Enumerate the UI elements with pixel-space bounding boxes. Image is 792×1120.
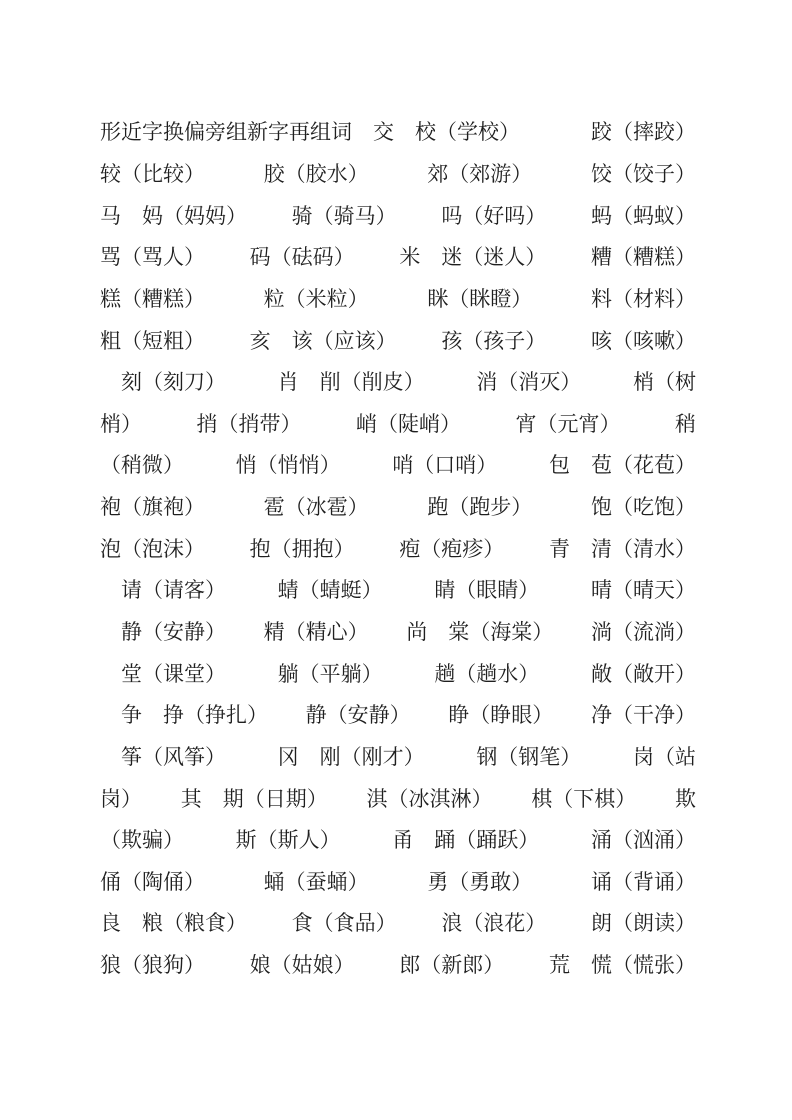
word-entry: 晴（晴天）: [590, 578, 696, 603]
word-entry: 冈 刚（刚才）: [277, 744, 425, 769]
text-line: [100, 237, 696, 279]
word-entry: 刻（刻刀）: [100, 370, 226, 395]
word-entry: 睛（眼睛）: [434, 578, 540, 603]
word-entry: 朗（朗读）: [590, 911, 696, 936]
word-entry: 郎（新郎）: [399, 953, 505, 978]
word-entry: 甬 踊（踊跃）: [392, 828, 540, 853]
word-entry: 梢（树: [632, 370, 696, 395]
word-entry: 饺（饺子）: [590, 161, 696, 186]
word-entry: 咳（咳嗽）: [590, 328, 696, 353]
word-entry: 筝（风筝）: [100, 744, 226, 769]
word-entry: 悄（悄悄）: [235, 453, 341, 478]
word-entry: 粗（短粗）: [100, 328, 205, 353]
word-entry: 静（安静）: [305, 703, 411, 728]
word-entry: 青 清（清水）: [548, 536, 696, 561]
text-line: [100, 695, 696, 737]
word-entry: 堂（课堂）: [100, 661, 226, 686]
word-entry: 较（比较）: [100, 161, 205, 186]
word-entry: 睁（睁眼）: [448, 703, 554, 728]
word-entry: 哨（口哨）: [392, 453, 498, 478]
text-line: [100, 279, 696, 321]
word-entry: 粒（米粒）: [263, 286, 369, 311]
word-entry: 跤（摔跤）: [591, 120, 696, 145]
word-entry: 码（砝码）: [249, 245, 355, 270]
word-entry: 蜻（蜻蜓）: [277, 578, 383, 603]
word-entry: 捎（捎带）: [196, 411, 302, 436]
word-entry: 淇（冰淇淋）: [366, 786, 493, 811]
text-line: [100, 903, 696, 945]
word-entry: 诵（背诵）: [590, 869, 696, 894]
word-entry: 吗（好吗）: [441, 203, 547, 228]
word-entry: 稍: [675, 411, 696, 436]
text-line: [100, 487, 696, 529]
word-entry: 郊（郊游）: [427, 161, 533, 186]
word-entry: 静（安静）: [100, 620, 226, 644]
word-entry: 袍（旗袍）: [100, 495, 205, 520]
word-entry: 趟（趟水）: [434, 661, 540, 686]
text-line: [100, 154, 696, 196]
text-line: [100, 445, 696, 487]
word-entry: 良 粮（粮食）: [100, 911, 247, 936]
word-entry: 蚂（蚂蚁）: [590, 203, 696, 228]
word-entry: 俑（陶俑）: [100, 869, 205, 894]
word-entry: 梢）: [100, 411, 142, 436]
word-entry: 钢（钢笔）: [476, 744, 582, 769]
text-line: [100, 820, 696, 862]
word-entry: 包 苞（花苞）: [548, 453, 696, 478]
word-entry: 浪（浪花）: [441, 911, 547, 936]
text-line: [100, 320, 696, 362]
word-entry: 骑（骑马）: [291, 203, 397, 228]
word-entry: 消（消灭）: [476, 370, 582, 395]
text-line: [100, 612, 696, 654]
word-entry: 胶（胶水）: [263, 161, 369, 186]
word-entry: 躺（平躺）: [277, 661, 383, 686]
word-entry: 亥 该（应该）: [249, 328, 397, 353]
text-line: [100, 945, 696, 987]
word-entry: 疱（疱疹）: [399, 536, 505, 561]
word-entry: 净（干净）: [590, 703, 696, 728]
word-entry: 糕（糟糕）: [100, 286, 205, 311]
word-entry: 雹（冰雹）: [263, 495, 369, 520]
text-line: [100, 862, 696, 904]
word-entry: 骂（骂人）: [100, 245, 205, 270]
word-entry: （稍微）: [100, 453, 184, 478]
worksheet-body: [100, 112, 696, 986]
word-entry: 峭（陡峭）: [356, 411, 461, 436]
word-entry: 精（精心）: [263, 620, 369, 644]
word-entry: 饱（吃饱）: [590, 495, 696, 520]
word-entry: 岗）: [100, 786, 142, 811]
word-entry: 尚 棠（海棠）: [406, 620, 554, 644]
word-entry: 料（材料）: [590, 286, 696, 311]
word-entry: 争 挣（挣扎）: [100, 703, 268, 728]
word-entry: 勇（勇敢）: [427, 869, 533, 894]
text-line: [100, 570, 696, 612]
word-entry: 肖 削（削皮）: [277, 370, 425, 395]
word-entry: 敞（敞开）: [590, 661, 696, 686]
word-entry: 孩（孩子）: [441, 328, 547, 353]
text-line: [100, 778, 696, 820]
word-entry: 请（请客）: [100, 578, 226, 603]
word-entry: 狼（狼狗）: [100, 953, 205, 978]
word-entry: 食（食品）: [291, 911, 397, 936]
word-entry: 斯（斯人）: [235, 828, 341, 853]
word-entry: 涌（汹涌）: [590, 828, 696, 853]
word-entry: 蛹（蚕蛹）: [263, 869, 369, 894]
word-entry: 眯（眯瞪）: [427, 286, 533, 311]
word-entry: 跑（跑步）: [427, 495, 533, 520]
text-line: [100, 195, 696, 237]
word-entry: 棋（下棋）: [531, 786, 637, 811]
word-entry: 泡（泡沫）: [100, 536, 205, 561]
word-entry: 米 迷（迷人）: [399, 245, 547, 270]
text-line: [100, 112, 696, 154]
text-line: [100, 528, 696, 570]
worksheet-title-group: 形近字换偏旁组新字再组词 交 校（学校）: [100, 120, 520, 145]
word-entry: 其 期（日期）: [180, 786, 328, 811]
word-entry: 岗（站: [632, 744, 696, 769]
text-line: [100, 403, 696, 445]
word-entry: 淌（流淌）: [590, 620, 696, 644]
word-entry: （欺骗）: [100, 828, 184, 853]
text-line: [100, 362, 696, 404]
word-entry: 欺: [675, 786, 696, 811]
word-entry: 娘（姑娘）: [249, 953, 355, 978]
text-line: [100, 737, 696, 779]
word-entry: 宵（元宵）: [515, 411, 621, 436]
word-entry: 糟（糟糕）: [590, 245, 696, 270]
word-entry: 抱（拥抱）: [249, 536, 355, 561]
text-line: [100, 653, 696, 695]
word-entry: 荒 慌（慌张）: [548, 953, 696, 978]
word-entry: 马 妈（妈妈）: [100, 203, 247, 228]
